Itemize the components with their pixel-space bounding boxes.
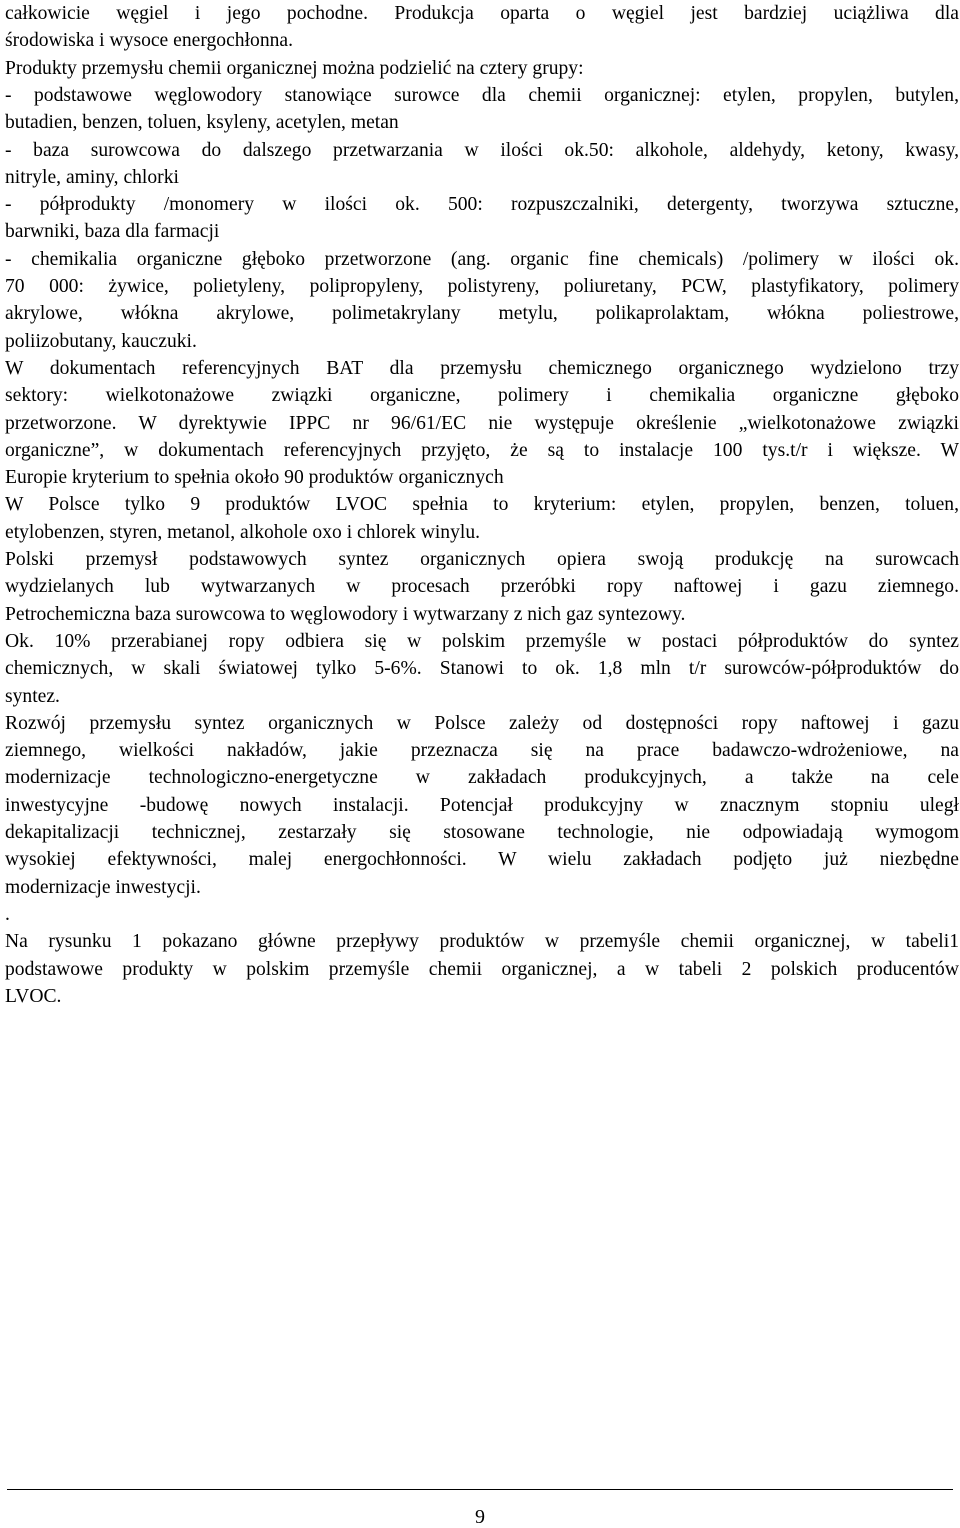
text-line: W dokumentach referencyjnych BAT dla przemysłu chemicznego organicznego wydzielono trzy bbox=[5, 357, 959, 379]
text-line: ziemnego, wielkości nakładów, jakie przeznacza się na prace badawczo-wdrożeniowe, na bbox=[5, 740, 959, 762]
text-line: Rozwój przemysłu syntez organicznych w Polsce zależy od dostępności ropy naftowej i gazu bbox=[5, 712, 959, 734]
page-number: 9 bbox=[475, 1506, 485, 1528]
text-line: barwniki, baza dla farmacji bbox=[5, 221, 220, 243]
text-line: Polski przemysł podstawowych syntez organicznych opiera swoją produkcję na surowcach bbox=[5, 549, 959, 570]
text-line: . bbox=[5, 903, 10, 925]
text-line: poliizobutany, kauczuki. bbox=[5, 330, 197, 352]
text-line: 70 000: żywice, polietyleny, polipropyleny, polistyreny, poliuretany, PCW, plastyfikatory, polimery bbox=[5, 276, 959, 297]
text-line: akrylowe, włókna akrylowe, polimetakrylany metylu, polikaprolaktam, włókna poliestrowe, bbox=[5, 303, 959, 325]
text-line: całkowicie węgiel i jego pochodne. Produkcja oparta o węgiel jest bardziej uciążliwa dla bbox=[5, 3, 959, 24]
text-line: środowiska i wysoce energochłonna. bbox=[5, 30, 294, 52]
text-line: LVOC. bbox=[5, 985, 62, 1007]
text-line: syntez. bbox=[5, 685, 60, 707]
text-line: butadien, benzen, toluen, ksyleny, acetylen, metan bbox=[5, 112, 399, 134]
text-line: chemicznych, w skali światowej tylko 5-6%. Stanowi to ok. 1,8 mln t/r surowców-półproduktów do bbox=[5, 658, 959, 680]
text-line: - baza surowcowa do dalszego przetwarzania w ilości ok.50: alkohole, aldehydy, ketony, kwasy, bbox=[5, 139, 959, 161]
text-line: podstawowe produkty w polskim przemyśle chemii organicznej, a w tabeli 2 polskich producentów bbox=[5, 958, 959, 980]
text-line: Petrochemiczna baza surowcowa to węglowodory i wytwarzany z nich gaz syntezowy. bbox=[5, 603, 686, 625]
text-line: - półprodukty /monomery w ilości ok. 500: rozpuszczalniki, detergenty, tworzywa sztuczne, bbox=[5, 194, 959, 216]
text-line: W Polsce tylko 9 produktów LVOC spełnia to kryterium: etylen, propylen, benzen, toluen, bbox=[5, 494, 959, 516]
text-line: wysokiej efektywności, malej energochłonności. W wielu zakładach podjęto już niezbędne bbox=[5, 849, 959, 871]
text-line: sektory: wielkotonażowe związki organiczne, polimery i chemikalia organiczne głęboko bbox=[5, 385, 959, 407]
text-line: przetworzone. W dyrektywie IPPC nr 96/61/EC nie występuje określenie „wielkotonażowe związki bbox=[5, 412, 959, 434]
text-line: Na rysunku 1 pokazano główne przepływy produktów w przemyśle chemii organicznej, w tabeli1 bbox=[5, 931, 959, 953]
text-line: etylobenzen, styren, metanol, alkohole oxo i chlorek winylu. bbox=[5, 521, 481, 543]
footer-divider bbox=[7, 1489, 953, 1490]
text-line: Europie kryterium to spełnia około 90 produktów organicznych bbox=[5, 467, 504, 489]
text-line: - chemikalia organiczne głęboko przetworzone (ang. organic fine chemicals) /polimery w ilości ok. bbox=[5, 248, 959, 270]
text-line: Produkty przemysłu chemii organicznej można podzielić na cztery grupy: bbox=[5, 57, 584, 79]
text-line: modernizacje technologiczno-energetyczne w zakładach produkcyjnych, a także na cele bbox=[5, 767, 959, 789]
text-line: Ok. 10% przerabianej ropy odbiera się w polskim przemyśle w postaci półproduktów do syntez bbox=[5, 630, 959, 652]
text-line: wydzielanych lub wytwarzanych w procesach przeróbki ropy naftowej i gazu ziemnego. bbox=[5, 576, 959, 598]
text-line: - podstawowe węglowodory stanowiące surowce dla chemii organicznej: etylen, propylen, butylen, bbox=[5, 84, 959, 106]
text-line: organiczne”, w dokumentach referencyjnych przyjęto, że są to instalacje 100 tys.t/r i większe. W bbox=[5, 439, 959, 461]
text-line: dekapitalizacji technicznej, zestarzały się stosowane technologie, nie odpowiadają wymogom bbox=[5, 822, 959, 843]
text-line: nitryle, aminy, chlorki bbox=[5, 166, 179, 188]
text-line: modernizacje inwestycji. bbox=[5, 876, 201, 898]
text-line: inwestycyjne -budowę nowych instalacji. Potencjał produkcyjny w znacznym stopniu uległ bbox=[5, 794, 959, 816]
